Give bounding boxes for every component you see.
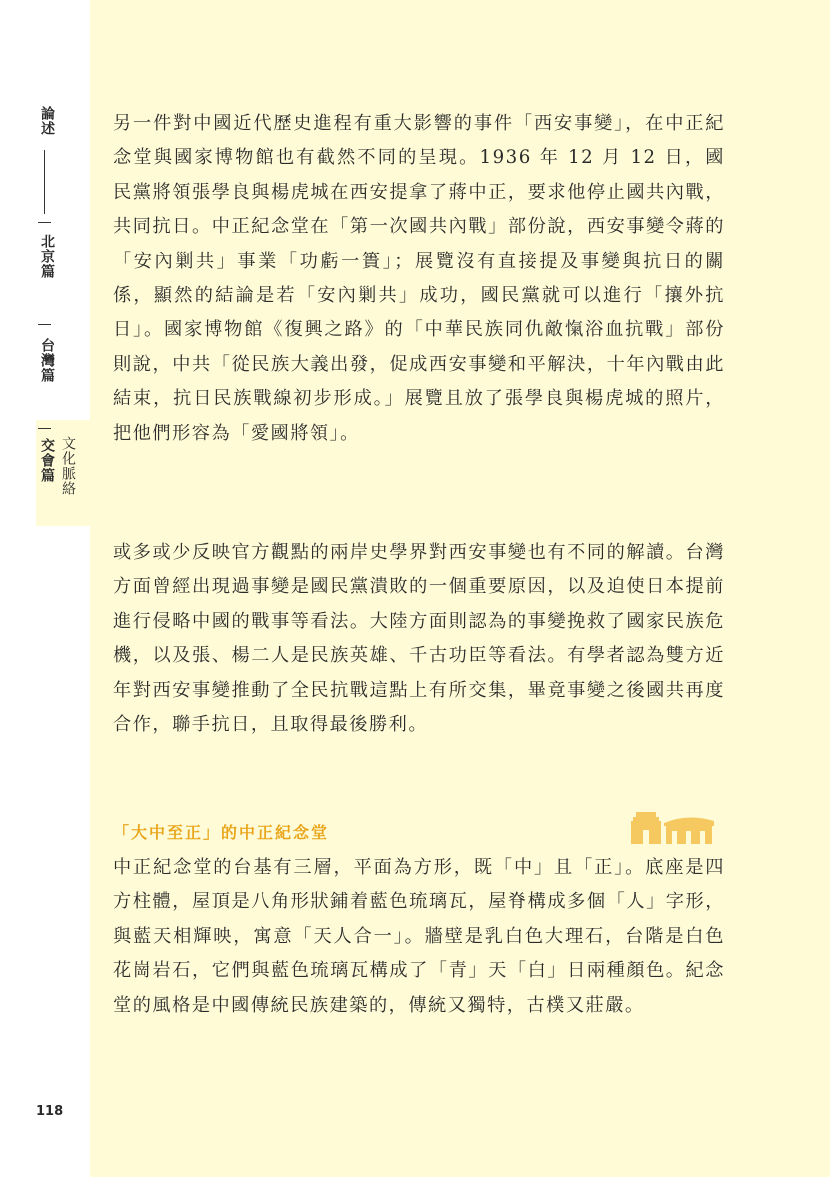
- nav-dash: [38, 428, 51, 429]
- nav-item-jiaohui[interactable]: 交會篇: [39, 438, 55, 483]
- nav-item-beijing[interactable]: 北京篇: [39, 234, 55, 279]
- body-paragraph-1: 另一件對中國近代歷史進程有重大影響的事件「西安事變」，在中正紀念堂與國家博物館也有截然不同的呈現。1936 年 12 月 12 日，國民黨將領張學良與楊虎城在西安提拿了蔣中正，要求他停止國共內戰，共同抗日。中正紀念堂在「第一次國共內戰」部份說，西安事變令蔣的「安內剿共」事業「功虧一簣」；展覽沒有直接提及事變與抗日的關係，顯然的結論是若「安內剿共」成功，國民黨就可以進行「攘外抗日」。國家博物館《復興之路》的「中華民族同仇敵愾浴血抗戰」部份則說，中共「從民族大義出發，促成西安事變和平解決，十年內戰由此結束，抗日民族戰線初步形成。」展覽且放了張學良與楊虎城的照片，把他們形容為「愛國將領」。: [113, 113, 725, 444]
- body-paragraph-3: 中正紀念堂的台基有三層，平面為方形，既「中」且「正」。底座是四方柱體，屋頂是八角形狀鋪着藍色琉璃瓦，屋脊構成多個「人」字形，與藍天相輝映，寓意「天人合一」。牆壁是乳白色大理石，台階是白色花崗岩石，它們與藍色琉璃瓦構成了「青」天「白」日兩種顏色。紀念堂的風格是中國傳統民族建築的，傳統又獨特，古樸又莊嚴。: [113, 857, 725, 1016]
- nav-item-lunshu[interactable]: 論述: [39, 106, 55, 136]
- body-paragraph-2: 或多或少反映官方觀點的兩岸史學界對西安事變也有不同的解讀。台灣方面曾經出現過事變是國民黨潰敗的一個重要原因，以及迫使日本提前進行侵略中國的戰事等看法。大陸方面則認為的事變挽救了國家民族危機，以及張、楊二人是民族英雄、千古功臣等看法。有學者認為雙方近年對西安事變推動了全民抗戰這點上有所交集，畢竟事變之後國共再度合作，聯手抗日，且取得最後勝利。: [113, 542, 725, 736]
- side-navigation: [36, 0, 90, 1177]
- nav-dash: [38, 324, 51, 325]
- building-icon: [630, 806, 718, 844]
- active-section-tab[interactable]: [36, 420, 90, 526]
- page-number: 118: [36, 1104, 64, 1119]
- nav-item-taiwan[interactable]: 台灣篇: [39, 338, 55, 383]
- section-heading: 「大中至正」的中正紀念堂: [113, 823, 330, 842]
- nav-subitem-wenhua-mailuo[interactable]: 文化脈絡: [60, 436, 76, 496]
- nav-dash: [38, 222, 51, 223]
- nav-divider: [44, 150, 45, 214]
